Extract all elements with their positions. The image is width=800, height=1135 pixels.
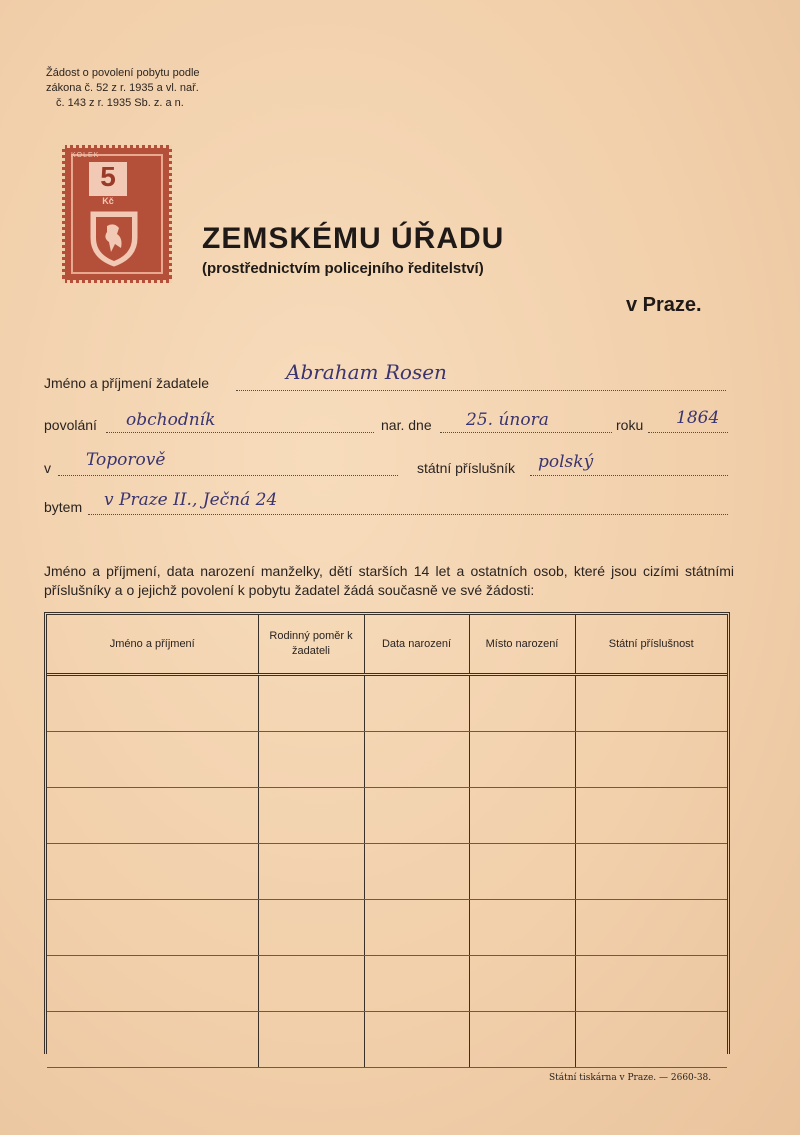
table-cell[interactable] — [47, 675, 258, 732]
table-cell[interactable] — [258, 844, 364, 900]
column-header-birthplace: Místo narození — [469, 615, 575, 675]
table-cell[interactable] — [469, 844, 575, 900]
citizenship-line — [530, 475, 728, 476]
residence-line — [88, 514, 728, 515]
law-note-line-1: Žádost o povolení pobytu podle — [46, 67, 200, 79]
table-cell[interactable] — [258, 1012, 364, 1068]
table-cell[interactable] — [575, 844, 727, 900]
table-cell[interactable] — [47, 900, 258, 956]
applicant-name-field[interactable]: Abraham Rosen — [286, 360, 447, 384]
birth-date-field[interactable]: 25. února — [466, 410, 549, 430]
table-cell[interactable] — [469, 788, 575, 844]
table-cell[interactable] — [469, 1012, 575, 1068]
printer-imprint: Státní tiskárna v Praze. — 2660-38. — [549, 1073, 712, 1083]
table-cell[interactable] — [575, 1012, 727, 1068]
revenue-stamp — [62, 145, 172, 283]
column-header-relation: Rodinný poměr k žadateli — [258, 615, 364, 675]
birth-date-label: nar. dne — [381, 417, 432, 433]
table-row — [47, 675, 727, 732]
table-cell[interactable] — [47, 788, 258, 844]
office-subtitle: (prostřednictvím policejního ředitelství) — [202, 260, 484, 277]
birth-date-line — [440, 432, 612, 433]
table-row — [47, 788, 727, 844]
occupation-label: povolání — [44, 417, 97, 433]
table-row — [47, 1012, 727, 1068]
residence-field[interactable]: v Praze II., Ječná 24 — [104, 490, 278, 510]
table-cell[interactable] — [47, 956, 258, 1012]
lion-shield-icon — [87, 208, 141, 268]
table-cell[interactable] — [469, 900, 575, 956]
table-row — [47, 844, 727, 900]
column-header-birth-date: Data narození — [364, 615, 469, 675]
table-row — [47, 732, 727, 788]
birthplace-field[interactable]: Toporově — [86, 450, 166, 470]
table-cell[interactable] — [575, 788, 727, 844]
table-cell[interactable] — [258, 675, 364, 732]
family-members-instruction: Jméno a příjmení, data narození manželky, dětí starších 14 let a ostatních osob, které jsou cizími státními příslušníky a o jejichž povolení k pobytu žadatel žádá současně ve své žádosti: — [44, 563, 734, 598]
table-cell[interactable] — [364, 956, 469, 1012]
birth-year-line — [648, 432, 728, 433]
birth-year-label: roku — [616, 417, 644, 433]
office-title: ZEMSKÉMU ÚŘADU — [202, 222, 505, 255]
stamp-value: 5 — [89, 162, 127, 196]
law-reference-note — [46, 66, 246, 111]
law-note-line-3: č. 143 z r. 1935 Sb. z. a n. — [56, 97, 184, 109]
citizenship-field[interactable]: polský — [538, 452, 594, 472]
table-cell[interactable] — [364, 1012, 469, 1068]
table-row — [47, 900, 727, 956]
table-cell[interactable] — [575, 732, 727, 788]
table-cell[interactable] — [364, 675, 469, 732]
table-cell[interactable] — [364, 900, 469, 956]
family-members-table — [44, 612, 730, 1054]
table-cell[interactable] — [364, 732, 469, 788]
law-note-line-2: zákona č. 52 z r. 1935 a vl. nař. — [46, 82, 199, 94]
table-cell[interactable] — [258, 788, 364, 844]
table-cell[interactable] — [258, 956, 364, 1012]
family-table-grid — [47, 615, 727, 1068]
table-header-row — [47, 615, 727, 675]
column-header-name: Jméno a příjmení — [47, 615, 258, 675]
table-cell[interactable] — [258, 732, 364, 788]
table-cell[interactable] — [47, 844, 258, 900]
table-cell[interactable] — [364, 788, 469, 844]
table-cell[interactable] — [469, 956, 575, 1012]
citizenship-label: státní příslušník — [417, 460, 516, 476]
applicant-name-label: Jméno a příjmení žadatele — [44, 375, 209, 391]
table-cell[interactable] — [575, 956, 727, 1012]
table-cell[interactable] — [575, 900, 727, 956]
applicant-name-line — [236, 390, 726, 391]
stamp-currency: Kč — [102, 196, 114, 206]
table-body — [47, 675, 727, 1068]
table-cell[interactable] — [469, 675, 575, 732]
birthplace-line — [58, 475, 398, 476]
occupation-line — [106, 432, 374, 433]
table-cell[interactable] — [258, 900, 364, 956]
birth-year-field[interactable]: 1864 — [676, 408, 720, 428]
office-city: v Praze. — [626, 294, 702, 316]
residence-label: bytem — [44, 499, 83, 515]
table-cell[interactable] — [469, 732, 575, 788]
table-cell[interactable] — [47, 1012, 258, 1068]
birthplace-label: v — [44, 460, 51, 476]
stamp-top-text: KOLEK — [71, 152, 100, 159]
column-header-citizenship: Státní příslušnost — [575, 615, 727, 675]
occupation-field[interactable]: obchodník — [126, 410, 216, 430]
table-row — [47, 956, 727, 1012]
table-cell[interactable] — [575, 675, 727, 732]
table-cell[interactable] — [47, 732, 258, 788]
table-cell[interactable] — [364, 844, 469, 900]
